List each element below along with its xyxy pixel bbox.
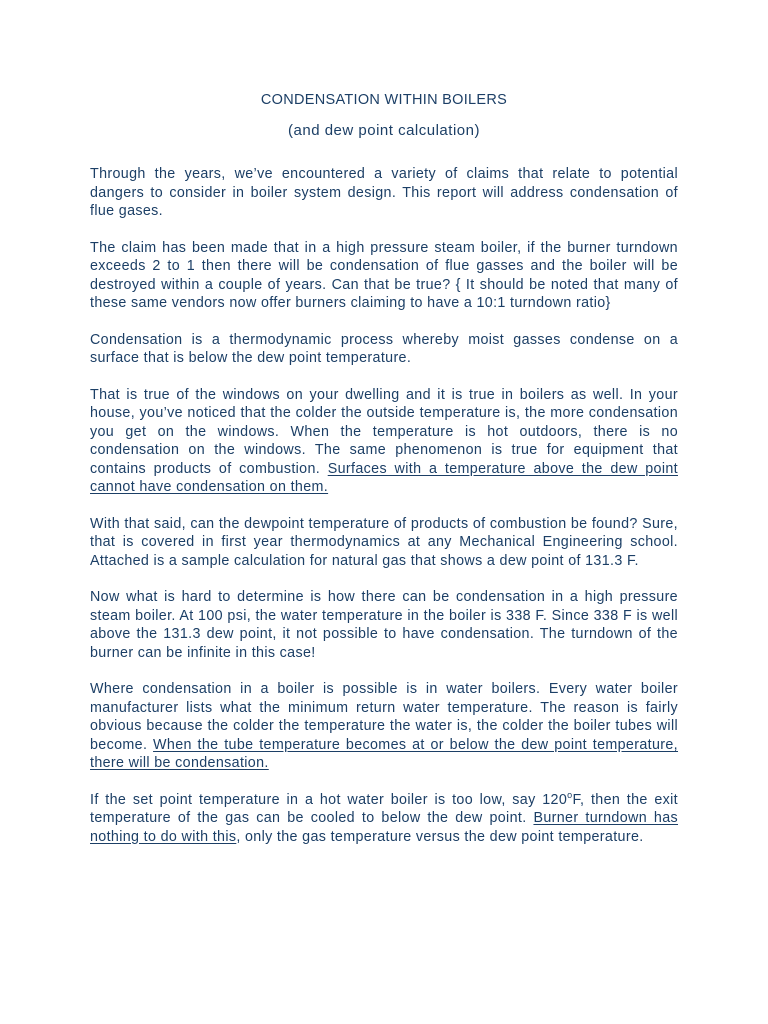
paragraph-set-point xyxy=(90,791,678,847)
paragraph-set-point-text-2: F, then the exit temperature of the gas can be cooled to below the dew point. xyxy=(90,791,678,826)
paragraph-steam-boiler: Now what is hard to determine is how there can be condensation in a high pressure steam boiler. At 100 psi, the water temperature in the boiler is 338 F. Since 338 F is well above the 131.3 dew point, it not possible to have condensation. The turndown of the burner can be infinite in this case! xyxy=(90,589,678,661)
degree-superscript: o xyxy=(567,789,573,800)
paragraph-intro: Through the years, we’ve encountered a variety of claims that relate to potential dangers to consider in boiler system design. This report will address condensation of flue gases. xyxy=(90,166,678,219)
paragraph-windows xyxy=(90,386,678,497)
paragraph-claim: The claim has been made that in a high pressure steam boiler, if the burner turndown exceeds 2 to 1 then there will be condensation of flue gasses and the boiler will be destroyed within a couple of years. Can that be true? { It should be noted that many of these same vendors now offer burners claiming to have a 10:1 turndown ratio} xyxy=(90,239,678,311)
paragraph-dewpoint: With that said, can the dewpoint temperature of products of combustion be found? Sure, that is covered in first year thermodynamics at any Mechanical Engineering school. Attached is a sample calculation for natural gas that shows a dew point of 131.3 F. xyxy=(90,515,678,569)
paragraph-set-point-text-3: , only the gas temperature versus the dew point temperature. xyxy=(236,828,644,845)
paragraph-windows-underline: Surfaces with a temperature above the dew point cannot have condensation on them. xyxy=(90,460,678,495)
paragraph-set-point-text-1: If the set point temperature in a hot water boiler is too low, say 120 xyxy=(90,791,568,808)
paragraph-water-boilers-underline: When the tube temperature becomes at or below the dew point temperature, there will be condensation. xyxy=(90,736,679,771)
paragraph-set-point-underline: Burner turndown has nothing to do with this xyxy=(90,810,679,845)
paragraph-water-boilers-text: Where condensation in a boiler is possible is in water boilers. Every water boiler manufacturer lists what the minimum return water temperature. The reason is fairly obvious because the colder the temperature the water is, the colder the boiler tubes will become. xyxy=(90,681,678,753)
document-title: CONDENSATION WITHIN BOILERS xyxy=(260,92,508,108)
paragraph-definition: Condensation is a thermodynamic process whereby moist gasses condense on a surface that is below the dew point temperature. xyxy=(90,331,678,366)
document-subtitle: (and dew point calculation) xyxy=(288,122,480,139)
paragraph-water-boilers xyxy=(90,680,678,773)
paragraph-windows-text: That is true of the windows on your dwelling and it is true in boilers as well. In your house, you’ve noticed that the colder the outside temperature is, the more condensation you get on the windows. When the temperature is hot outdoors, there is no condensation on the windows. The same phenomenon is true for equipment that contains products of combustion. xyxy=(90,386,678,477)
